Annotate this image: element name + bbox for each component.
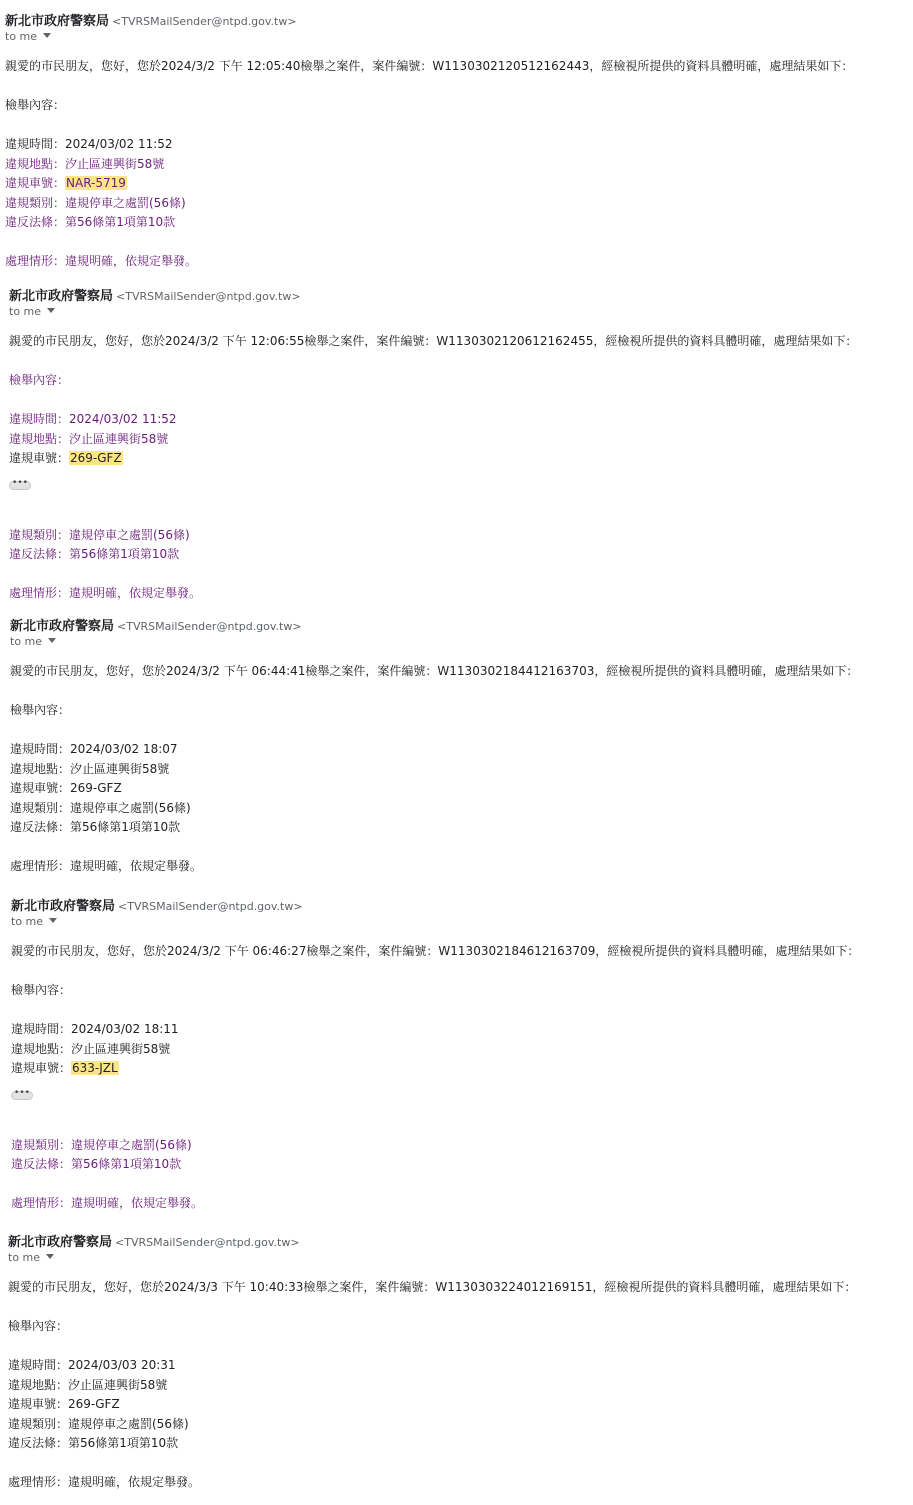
- recipient-dropdown[interactable]: [10, 635, 56, 648]
- email-header: [10, 615, 302, 635]
- content-label: 檢舉內容：: [8, 1319, 69, 1333]
- recipient-label: to me: [5, 30, 38, 43]
- violation-type: 違規類別：違規停車之處罰(56條): [5, 196, 186, 210]
- chevron-down-icon[interactable]: [49, 918, 57, 923]
- violation-plate-line: [10, 779, 122, 797]
- sender-address: <TVRSMailSender@ntpd.gov.tw>: [112, 15, 297, 28]
- sender-name[interactable]: 新北市政府警察局: [5, 14, 110, 29]
- recipient-dropdown[interactable]: [11, 915, 57, 928]
- chevron-down-icon[interactable]: [46, 1254, 54, 1259]
- content-label: 檢舉內容：: [9, 373, 70, 387]
- sender-name[interactable]: 新北市政府警察局: [8, 1235, 113, 1250]
- email-header: [5, 10, 297, 30]
- violation-law: 違反法條：第56條第1項第10款: [5, 215, 176, 229]
- sender-name[interactable]: 新北市政府警察局: [9, 289, 114, 304]
- plate-label: 違規車號：: [11, 1061, 72, 1075]
- violation-type: 違規類別：違規停車之處罰(56條): [10, 801, 191, 815]
- violation-type: 違規類別：違規停車之處罰(56條): [8, 1417, 189, 1431]
- plate-number: NAR-5719: [66, 176, 126, 190]
- processing-result: 處理情形：違規明確，依規定舉發。: [9, 586, 202, 600]
- processing-result: 處理情形：違規明確，依規定舉發。: [11, 1196, 204, 1210]
- violation-plate-line: [5, 174, 127, 192]
- recipient-label: to me: [10, 635, 43, 648]
- violation-time: 違規時間：2024/03/02 18:11: [11, 1022, 179, 1036]
- content-label: 檢舉內容：: [10, 703, 71, 717]
- violation-plate-line: [8, 1395, 120, 1413]
- content-label: 檢舉內容：: [11, 983, 72, 997]
- violation-time: 違規時間：2024/03/02 11:52: [9, 412, 177, 426]
- plate-number: 269-GFZ: [68, 1397, 120, 1411]
- chevron-down-icon[interactable]: [47, 308, 55, 313]
- recipient-dropdown[interactable]: [5, 30, 51, 43]
- greeting-text: 親愛的市民朋友，您好，您於2024/3/3 下午 10:40:33檢舉之案件，案件編號：W1130303224012169151，經檢視所提供的資料具體明確，處理結果如下：: [8, 1280, 857, 1294]
- violation-law: 違反法條：第56條第1項第10款: [11, 1157, 182, 1171]
- violation-law: 違反法條：第56條第1項第10款: [9, 547, 180, 561]
- chevron-down-icon[interactable]: [48, 638, 56, 643]
- recipient-label: to me: [11, 915, 44, 928]
- greeting-text: 親愛的市民朋友，您好，您於2024/3/2 下午 12:06:55檢舉之案件，案件編號：W1130302120612162455，經檢視所提供的資料具體明確，處理結果如下：: [9, 334, 858, 348]
- violation-time: 違規時間：2024/03/03 20:31: [8, 1358, 176, 1372]
- recipient-label: to me: [8, 1251, 41, 1264]
- show-trimmed-content-button[interactable]: •••: [9, 481, 31, 490]
- violation-law: 違反法條：第56條第1項第10款: [8, 1436, 179, 1450]
- recipient-label: to me: [9, 305, 42, 318]
- sender-address: <TVRSMailSender@ntpd.gov.tw>: [115, 1236, 300, 1249]
- violation-location: 違規地點：汐止區連興街58號: [5, 157, 165, 171]
- processing-result: 處理情形：違規明確，依規定舉發。: [10, 859, 203, 873]
- chevron-down-icon[interactable]: [43, 33, 51, 38]
- content-label: 檢舉內容：: [5, 98, 66, 112]
- plate-number: 269-GFZ: [70, 781, 122, 795]
- violation-time: 違規時間：2024/03/02 11:52: [5, 137, 173, 151]
- sender-name[interactable]: 新北市政府警察局: [10, 619, 115, 634]
- violation-time: 違規時間：2024/03/02 18:07: [10, 742, 178, 756]
- sender-name[interactable]: 新北市政府警察局: [11, 899, 116, 914]
- greeting-text: 親愛的市民朋友，您好，您於2024/3/2 下午 06:46:27檢舉之案件，案件編號：W1130302184612163709，經檢視所提供的資料具體明確，處理結果如下：: [11, 944, 860, 958]
- processing-result: 處理情形：違規明確，依規定舉發。: [8, 1475, 201, 1489]
- recipient-dropdown[interactable]: [8, 1251, 54, 1264]
- plate-label: 違規車號：: [5, 176, 66, 190]
- plate-label: 違規車號：: [9, 451, 70, 465]
- violation-location: 違規地點：汐止區連興街58號: [9, 432, 169, 446]
- violation-type: 違規類別：違規停車之處罰(56條): [9, 528, 190, 542]
- violation-plate-line: [9, 449, 123, 467]
- greeting-text: 親愛的市民朋友，您好，您於2024/3/2 下午 06:44:41檢舉之案件，案件編號：W1130302184412163703，經檢視所提供的資料具體明確，處理結果如下：: [10, 664, 859, 678]
- greeting-text: 親愛的市民朋友，您好，您於2024/3/2 下午 12:05:40檢舉之案件，案件編號：W1130302120512162443，經檢視所提供的資料具體明確，處理結果如下：: [5, 59, 854, 73]
- plate-number: 269-GFZ: [70, 451, 122, 465]
- processing-result: 處理情形：違規明確，依規定舉發。: [5, 254, 198, 268]
- violation-location: 違規地點：汐止區連興街58號: [10, 762, 170, 776]
- violation-plate-line: [11, 1059, 119, 1077]
- recipient-dropdown[interactable]: [9, 305, 55, 318]
- violation-type: 違規類別：違規停車之處罰(56條): [11, 1138, 192, 1152]
- plate-label: 違規車號：: [10, 781, 71, 795]
- email-header: [8, 1231, 300, 1251]
- sender-address: <TVRSMailSender@ntpd.gov.tw>: [117, 620, 302, 633]
- show-trimmed-content-button[interactable]: •••: [11, 1091, 33, 1100]
- email-header: [11, 895, 303, 915]
- sender-address: <TVRSMailSender@ntpd.gov.tw>: [116, 290, 301, 303]
- violation-law: 違反法條：第56條第1項第10款: [10, 820, 181, 834]
- email-header: [9, 285, 301, 305]
- violation-location: 違規地點：汐止區連興街58號: [11, 1042, 171, 1056]
- plate-label: 違規車號：: [8, 1397, 69, 1411]
- sender-address: <TVRSMailSender@ntpd.gov.tw>: [118, 900, 303, 913]
- plate-number: 633-JZL: [72, 1061, 118, 1075]
- violation-location: 違規地點：汐止區連興街58號: [8, 1378, 168, 1392]
